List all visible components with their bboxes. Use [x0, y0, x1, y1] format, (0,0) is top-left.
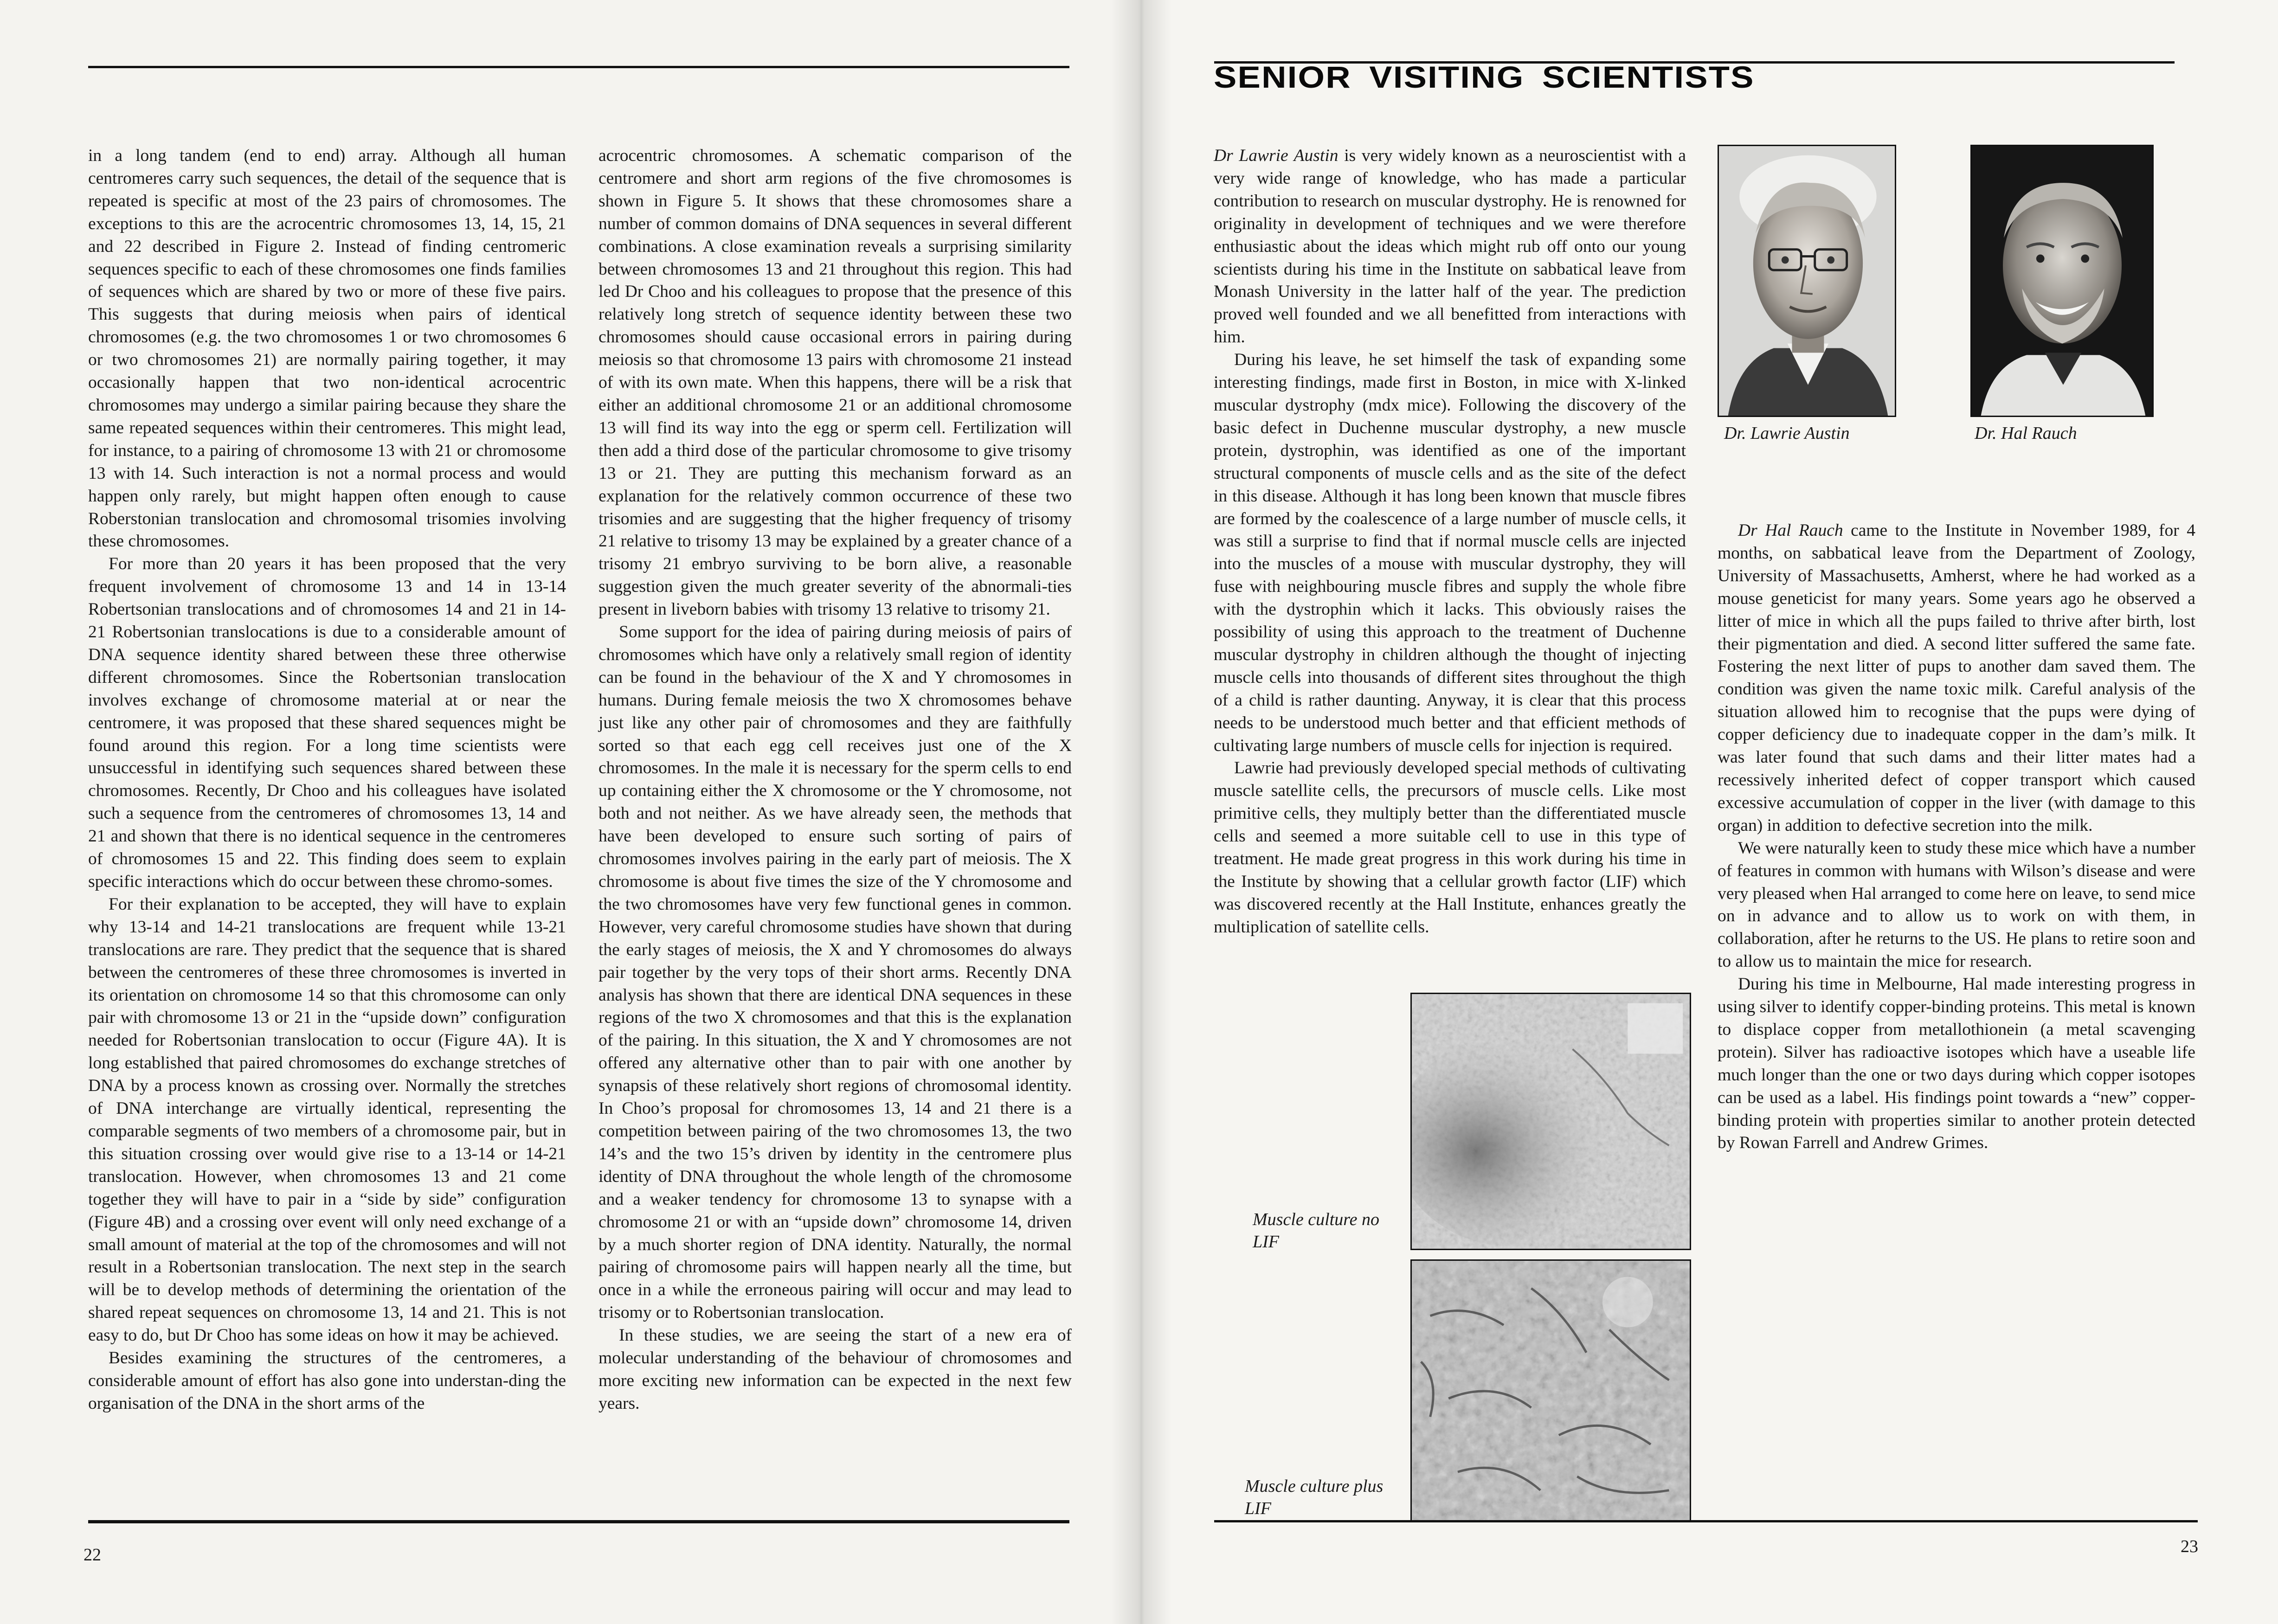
page-number: 23 — [2181, 1537, 2198, 1556]
muscle-culture-no-lif-image — [1410, 993, 1691, 1250]
rauch-photo-caption: Dr. Hal Rauch — [1975, 424, 2077, 443]
left-column-2 — [598, 145, 1072, 1415]
culture-no-lif-caption: Muscle culture no LIF — [1253, 1210, 1379, 1252]
section-heading: SENIOR VISITING SCIENTISTS — [1214, 60, 1755, 94]
paragraph: During his leave, he set himself the task of expanding some interesting findings, made first in Boston, in mice with X-linked muscular dystrophy (mdx mice). Following the discovery of the basic defect in Duchenne muscular dystrophy, a new muscle protein, dystrophin, was identified as one of the important structural components of muscle cells and as the site of the defect in this disease. Although it has long been known that muscle fibres are formed by the coalescence of a large number of muscle cells, it was still a surprise to find that if normal muscle cells are injected into the muscles of a mouse with muscular dystrophy, they will fuse with neighbouring muscle fibres and supply the whole fibre with the dystrophin which it lacks. This obviously raises the possibility of using this approach to the treatment of Duchenne muscular dystrophy in children although the thought of injecting muscle cells into thousands of different sites throughout the thigh of a child is rather daunting. Anyway, it is clear that this process needs to be understood much better and that efficient methods of cultivating large numbers of muscle cells for injection is required. — [1214, 350, 1686, 755]
rauch-portrait-photo — [1970, 145, 2154, 417]
paragraph: in a long tandem (end to end) array. Although all human centromeres carry such sequences, the detail of the sequence that is repeated is specific at most of the 23 pairs of chromosomes. The exceptions to this are the acrocentric chromosomes 13, 14, 15, 21 and 22 described in Figure 2. Instead of finding centromeric sequences specific to each of these chromosomes one finds families of sequences which are shared by two or more of these five pairs. This suggests that during meiosis when pairs of identical chromosomes (e.g. the two chromosomes 1 or two chromosomes 6 or two chromosomes 21) are normally pairing together, it may occasionally happen that two non-identical acrocentric chromosomes may undergo a similar pairing because they share the same repeated sequences within their centromeres. This might lead, for instance, to a pairing of chromosome 13 with 21 or chromosome 13 with 14. Such interaction is not a normal process and would happen only rarely, but might happen often enough to cause Roberstonian translocation and chromosomal trisomies involving these chromosomes. — [88, 146, 566, 551]
paragraph: We were naturally keen to study these mice which have a number of features in common with humans with Wilson’s disease and were very pleased when Hal arranged to come here on leave, to send mice on in advance and to allow us to work on with them, in collaboration, after he returns to the US. He plans to retire soon and to allow us to maintain the mice for research. — [1718, 838, 2195, 971]
paragraph-text: is very widely known as a neuroscientist with a very wide range of knowledge, who has made a particular contribution to research on muscular dystrophy. He is renowned for originality in development of techniques and we were therefore enthusiastic about the ideas which might rub off onto our young scientists during his time in the Institute on sabbatical leave from Monash University in the latter half of the year. The prediction proved well founded and we all benefitted from interactions with him. — [1214, 146, 1686, 347]
top-rule-left — [88, 66, 1069, 68]
bottom-rule-right — [1214, 1520, 2198, 1522]
left-column-1 — [88, 145, 566, 1415]
paragraph — [1214, 145, 1686, 349]
paragraph: Besides examining the structures of the centromeres, a considerable amount of effort has also gone into understan-ding the organisation of the DNA in the short arms of the — [88, 1348, 566, 1413]
paragraph: For more than 20 years it has been proposed that the very frequent involvement of chromosome 13 and 14 in 13-14 Robertsonian translocations and of chromosomes 14 and 21 in 14-21 Robertsonian translocations is due to a considerable amount of DNA sequence identity shared between these three otherwise different chromosomes. Since the Robertsonian translocation involves exchange of chromosome material at or near the centromere, it was proposed that these shared sequences might be found around this region. For a long time scientists were unsuccessful in identifying such sequences shared between these chromosomes. Recently, Dr Choo and his colleagues have isolated such a sequence from the centromeres of chromosomes 13, 14 and 21 and shown that there is no identical sequence in the centromeres of chromosomes 15 and 22. This finding does seem to explain specific interactions which do occur between these chromo-somes. — [88, 554, 566, 891]
bottom-rule-left — [88, 1520, 1069, 1523]
austin-portrait-photo — [1718, 145, 1896, 417]
scientist-name: Dr Hal Rauch — [1738, 521, 1843, 540]
paragraph: Some support for the idea of pairing during meiosis of pairs of chromosomes which have only a relatively small region of identity can be found in the behaviour of the X and Y chromosomes in humans. During female meiosis the two X chromosomes behave just like any other pair of chromosomes and they are faithfully sorted so that each egg cell receives just one of the X chromosomes. In the male it is necessary for the sperm cells to end up containing either the X chromosome or the Y chromosome, not both and not neither. As we have already seen, the methods that have been developed to ensure such sorting of pairs of chromosomes involves pairing in the early part of meiosis. The X chromosome is about five times the size of the Y chromosome and the two chromosomes have very few functional genes in common. However, very careful chromosome studies have shown that during the early stages of meiosis, the X and Y chromosomes do always pair together by the very tops of their short arms. Recently DNA analysis has shown that there are identical DNA sequences in these regions of the two X chromosomes and that this is the explanation of the pairing. In this situation, the X and Y chromosomes are not offered any alternative other than to pair with one another by synapsis of these relatively short regions of chromosomal identity. In Choo’s proposal for chromosomes 13, 14 and 21 there is a competition between pairing of the two chromosomes 13, the two 14’s and the two 15’s driven by identity in the centromere plus identity of DNA throughout the whole length of the chromosome and a weaker tendency for chromosome 13 to synapse with a chromosome 21 or with an “upside down” chromosome 14, driven by a much shorter region of DNA identity. Naturally, the normal pairing of chromosome pairs will happen nearly all the time, but once in a while the erroneous pairing will occur and may lead to trisomy or to Robertsonian translocation. — [598, 623, 1072, 1322]
paragraph: acrocentric chromosomes. A schematic comparison of the centromere and short arm regions of the five chromosomes is shown in Figure 5. It shows that these chromosomes share a number of common domains of DNA sequences in several different combinations. A close examination reveals a surprising similarity between chromosomes 13 and 21 throughout this region. This had led Dr Choo and his colleagues to propose that the presence of this relatively long stretch of sequence identity between these two chromosomes should cause occasional errors in pairing during meiosis so that chromosome 13 pairs with chromosome 21 instead of with its own mate. When this happens, there will be a risk that either an additional chromosome 21 or an additional chromosome 13 will find its way into the egg or sperm cell. Fertilization will then add a third dose of the particular chromosome to give trisomy 13 or 21. They are putting this mechanism forward as an explanation for the relatively common occurrence of these two trisomies and are suggesting that the higher frequency of trisomy 21 relative to trisomy 13 may be explained by a greater chance of a trisomy 21 embryo surviving to be born alive, a reasonable suggestion given the much greater severity of the abnormali-ties present in liveborn babies with trisomy 13 relative to trisomy 21. — [598, 146, 1072, 619]
paragraph: During his time in Melbourne, Hal made interesting progress in using silver to identify copper-binding proteins. This metal is known to displace copper from metallothionein (a metal scavenging protein). Silver has radioactive isotopes which have a useable life much longer than the one or two days during which copper isotopes can be used as a label. His findings point towards a “new” copper-binding protein with properties similar to another protein detected by Rowan Farrell and Andrew Grimes. — [1718, 975, 2195, 1153]
paragraph — [1718, 520, 2195, 837]
paragraph-text: came to the Institute in November 1989, for 4 months, on sabbatical leave from the Department of Zoology, University of Massachusetts, Amherst, where he had worked as a mouse geneticist for many years. Some years ago he observed a litter of mice in which all the pups failed to thrive after birth, lost their pigmentation and died. A second litter suffered the same fate. Fostering the next litter of pups to another dam saved them. The condition was given the name toxic milk. Careful analysis of the situation allowed him to recognise that the pups were dying of copper deficiency due to inadequate copper in the dam’s milk. It was later found that such dams and their litter mates had a recessively inherited defect of copper transport which caused excessive accumulation of copper in the liver (with damage to this organ) in addition to defective secretion into the milk. — [1718, 521, 2195, 835]
austin-column — [1214, 145, 1686, 939]
paragraph: Lawrie had previously developed special methods of cultivating muscle satellite cells, the precursors of muscle cells. Like most primitive cells, they multiply better than the differentiated muscle cells and seemed a more suitable cell to use in this type of treatment. He made great progress in this work during his time in the Institute by showing that a cellular growth factor (LIF) which was discovered recently at the Hall Institute, enhances greatly the multiplication of satellite cells. — [1214, 758, 1686, 937]
paragraph: For their explanation to be accepted, they will have to explain why 13-14 and 14-21 translocations are frequent while 13-21 translocations are rare. They predict that the sequence that is shared between the centromeres of these three chromosomes is inverted in its orientation on chromosome 14 so that this chromosome can only pair with chromosome 13 or 21 in the “upside down” configuration needed for Robertsonian translocation to occur (Figure 4A). It is long established that paired chromosomes do exchange stretches of DNA by a process known as crossing over. Normally the stretches of DNA interchange are virtually identical, representing the comparable segments of two members of a chromosome pair, but in this situation crossing over would give rise to a 13-14 or 14-21 translocation. However, when chromosomes 13 and 21 come together they will have to pair in a “side by side” configuration (Figure 4B) and a crossing over event will only need exchange of a small amount of material at the top of the chromosomes and will not result in a Robertsonian translocation. The next step in the search will be to develop methods of determining the orientation of the shared repeat sequences on chromosome 13, 14 and 21. This is not easy to do, but Dr Choo has some ideas on how it may be achieved. — [88, 894, 566, 1345]
page-number: 22 — [84, 1545, 101, 1565]
culture-plus-lif-caption: Muscle culture plus LIF — [1245, 1476, 1384, 1518]
page-gutter — [1111, 0, 1171, 1624]
muscle-culture-plus-lif-image — [1410, 1259, 1691, 1521]
rauch-column — [1718, 520, 2195, 1155]
austin-photo-caption: Dr. Lawrie Austin — [1724, 424, 1850, 443]
scientist-name: Dr Lawrie Austin — [1214, 146, 1338, 165]
paragraph: In these studies, we are seeing the start of a new era of molecular understanding of the behaviour of chromosomes and more exciting new information can be expected in the next few years. — [598, 1326, 1072, 1413]
